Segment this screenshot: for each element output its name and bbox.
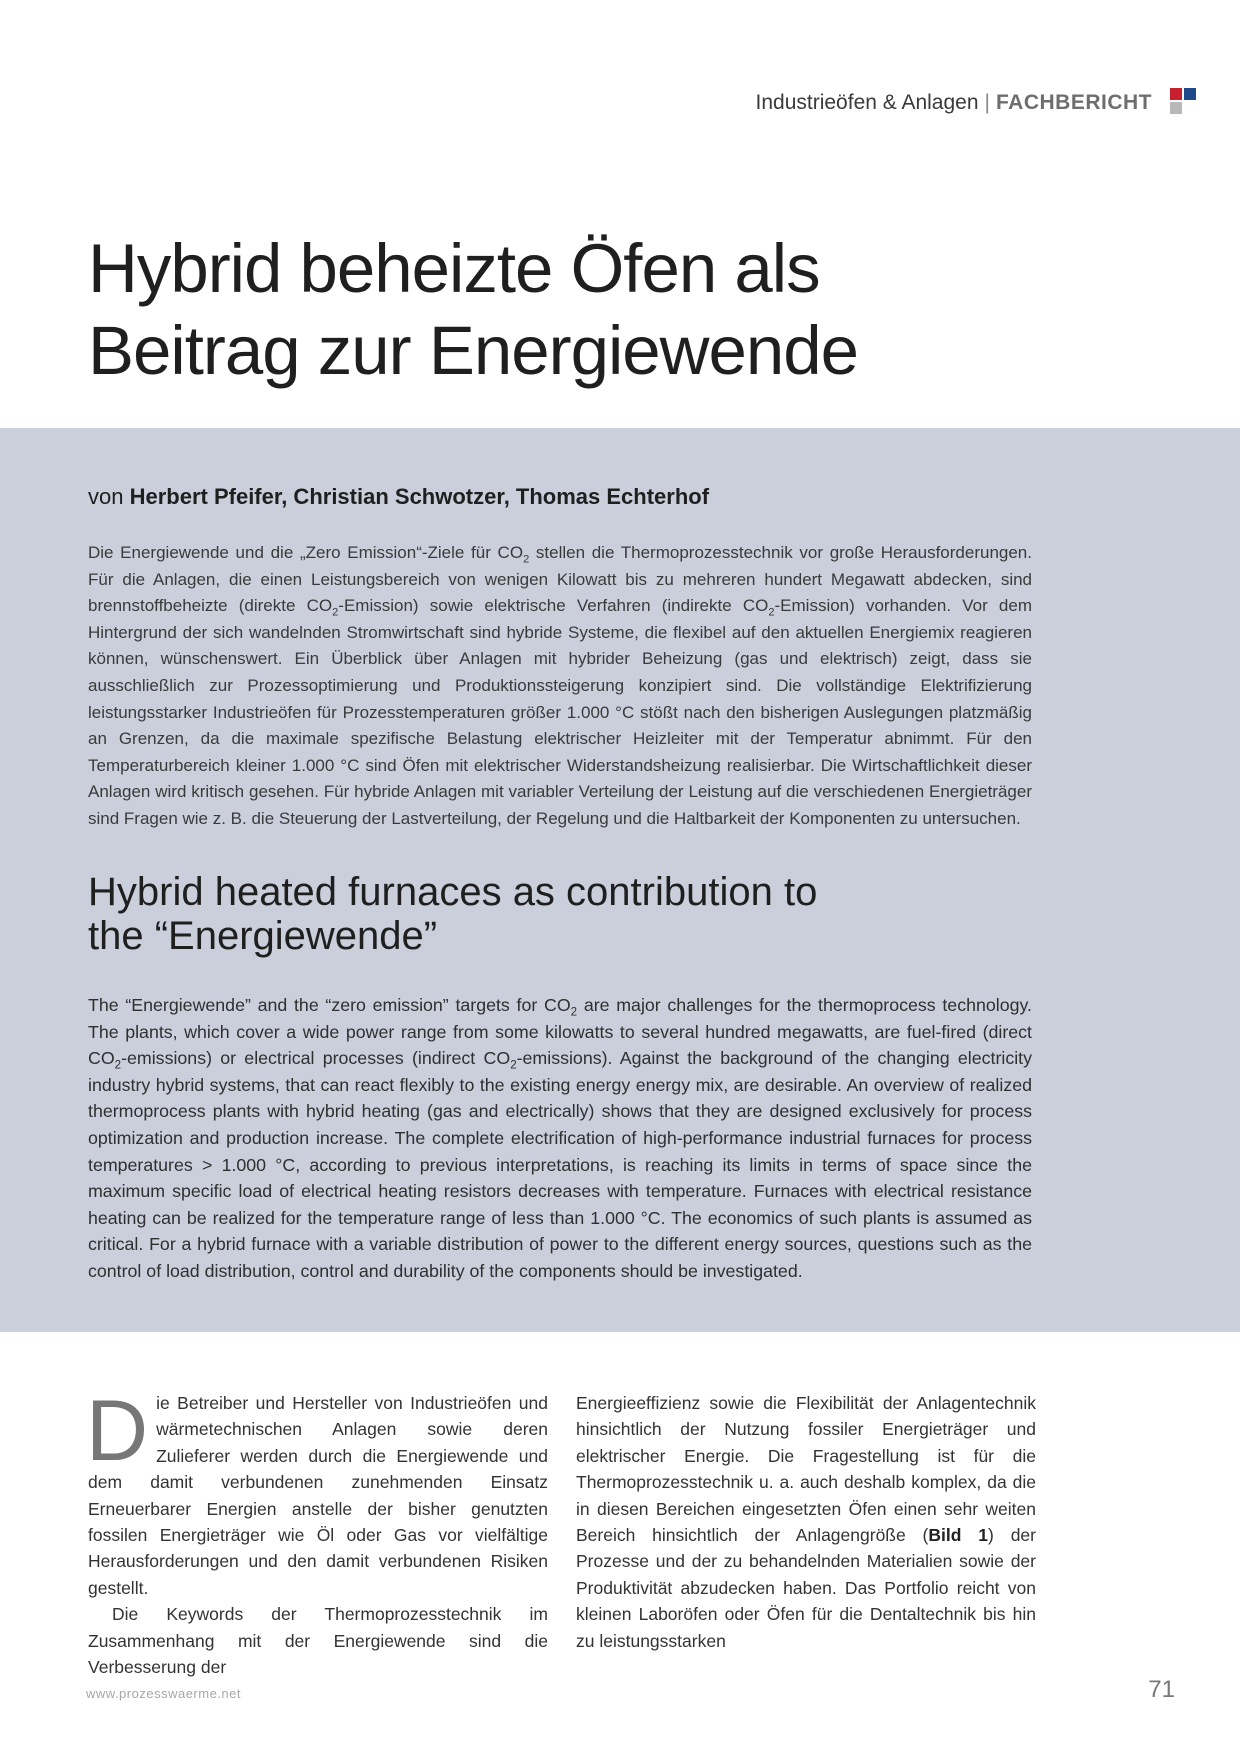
abstract-german-part-1: Die Energiewende und die „Zero Emission“-Ziele für CO [88,543,524,562]
article-title-line-1: Hybrid beheizte Öfen als [88,230,820,307]
co2-subscript: 2 [523,553,530,566]
english-title-line-1: Hybrid heated furnaces as contribution to [88,870,818,914]
abstract-german-part-2: stellen die Thermoprozesstechnik vor große Herausforderungen. Für die Anlagen, die einen Leistungsbereich von wenigen Kilowatt bis zu mehreren hundert Megawatt abdecken, sind brennstoffbeheizte (direkte CO [88,543,1032,616]
abstract-german-part-3: -Emission) sowie elektrische Verfahren (indirekte CO [338,596,769,616]
abstract-german [88,540,1032,833]
author-line [88,484,709,510]
co2-subscript: 2 [570,1006,578,1019]
body-paragraph-3-part-1: Energieeffizienz sowie die Flexibilität der Anlagentechnik hinsichtlich der Nutzung fossiler Energieträger und elektrischer Energie. Die Fragestellung ist für die Thermoprozesstechnik u. a. auch deshalb komplex, da die in diesen Bereichen eingesetzten Öfen einen sehr weiten Bereich hinsichtlich der Anlagengröße ( [576,1393,1036,1546]
drop-cap: D [86,1383,149,1479]
running-header [756,86,1152,120]
english-title-line-2: the “Energiewende” [88,914,438,958]
logo-grey-square [1170,102,1182,114]
co2-subscript: 2 [768,606,775,619]
body-paragraph-1 [86,1383,548,1601]
abstract-english-part-3: -emissions) or electrical processes (indirect CO [121,1048,511,1069]
body-paragraph-3 [576,1390,1036,1654]
abstract-english-part-4: -emissions). Against the background of the changing electricity industry hybrid systems, that can react flexibly to the existing energy energy mix, are desirable. An overview of realized thermoprocess plants with hybrid heating (gas and electrically) shows that they are designed exclusively for process optimization and production increase. The complete electrification of high-performance industrial furnaces for process temperatures > 1.000 °C, according to previous interpretations, is reaching its limits in terms of space since the maximum specific load of electrical heating resistors decreases with temperature. Furnaces with electrical resistance heating can be realized for the temperature range of less than 1.000 °C. The economics of such plants is assumed as critical. For a hybrid furnace with a variable distribution of power to the different energy sources, questions such as the control of load distribution, control and durability of the components should be investigated. [88,1048,1032,1281]
figure-reference-link[interactable]: Bild 1 [928,1525,989,1546]
abstract-english-part-2: are major challenges for the thermoprocess technology. The plants, which cover a wide power range from some kilowatts to several hundred megawatts, are fuel-fired (direct CO [88,995,1032,1069]
logo-blue-square [1184,88,1196,100]
header-category: FACHBERICHT [996,91,1152,114]
publisher-logo-icon [1170,88,1200,118]
article-title-line-2: Beitrag zur Energiewende [88,312,858,389]
body-column-left [86,1383,548,1680]
footer-url[interactable]: www.prozesswaerme.net [86,1686,241,1701]
body-column-right [576,1390,1036,1654]
co2-subscript: 2 [510,1059,517,1072]
body-paragraph-3-part-2: ) der Prozesse und der zu behandelnden Materialien sowie der Produktivität abzudecken haben. Das Portfolio reicht von kleinen Laboröfen oder Öfen für die Dentaltechnik bis hin zu leistungsstarken [576,1525,1036,1651]
abstract-german-part-4: -Emission) vorhanden. Vor dem Hintergrund der sich wandelnden Stromwirtschaft sind hybride Systeme, die flexibel auf den aktuellen Energiemix reagieren können, wünschenswert. Ein Überblick über Anlagen mit hybrider Beheizung (gas und elektrisch) zeigt, dass sie ausschließlich zur Prozessoptimierung und Produktionssteigerung konzipiert sind. Die vollständige Elektrifizierung leistungsstarker Industrieöfen für Prozesstemperaturen größer 1.000 °C stößt nach den bisherigen Auslegungen platzmäßig an Grenzen, da die maximale spezifische Belastung elektrischer Heizleiter mit der Temperatur abnimmt. Für den Temperaturbereich kleiner 1.000 °C sind Öfen mit elektrischer Widerstandsheizung realisierbar. Die Wirtschaftlichkeit dieser Anlagen wird kritisch gesehen. Für hybride Anlagen mit variabler Verteilung der Leistung auf die verschiedenen Energieträger sind Fragen wie z. B. die Steuerung der Lastverteilung, der Regelung und die Haltbarkeit der Komponenten zu untersuchen. [88,596,1032,828]
header-separator: | [984,91,990,114]
page-number: 71 [1148,1676,1175,1703]
abstract-english-part-1: The “Energiewende” and the “zero emission” targets for CO [88,995,571,1015]
author-prefix: von [88,484,130,509]
abstract-english [88,992,1032,1285]
co2-subscript: 2 [332,606,339,619]
author-names: Herbert Pfeifer, Christian Schwotzer, Thomas Echterhof [129,484,710,509]
co2-subscript: 2 [114,1059,122,1072]
body-paragraph-2: Die Keywords der Thermoprozesstechnik im Zusammenhang mit der Energiewende sind die Verbesserung der [88,1604,548,1678]
logo-red-square [1170,88,1182,100]
article-title [88,228,1148,392]
header-section: Industrieöfen & Anlagen [755,91,979,114]
body-paragraph-1-text: ie Betreiber und Hersteller von Industrieöfen und wärmetechnischen Anlagen sowie deren Zulieferer werden durch die Energiewende und dem damit verbundenen zunehmenden Einsatz Erneuerbarer Energien anstelle der bisher genutzten fossilen Energieträger wie Öl oder Gas vor vielfältige Herausforderungen und den damit verbundenen Risiken gestellt. [88,1393,548,1598]
english-title [88,870,1148,958]
